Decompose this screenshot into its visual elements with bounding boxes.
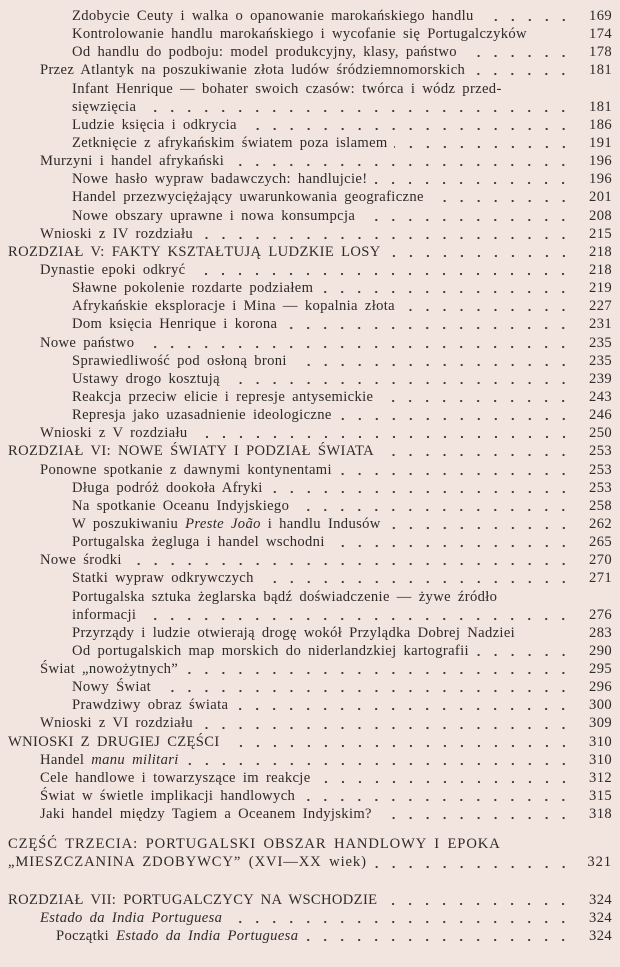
title-part: Wnioski z IV rozdziału [40, 225, 194, 242]
table-of-contents [0, 7, 620, 945]
entry-title [72, 678, 151, 696]
page-number: 174 [589, 26, 612, 43]
title-part: Nowe państwo [40, 334, 135, 351]
dot-leader [228, 920, 572, 924]
dot-leader [226, 381, 572, 385]
title-part: Nowe obszary uprawne i nowa konsumpcja [72, 207, 356, 224]
toc-entry [0, 243, 620, 261]
entry-title [40, 805, 372, 823]
toc-entry [0, 551, 620, 569]
dot-leader [373, 865, 572, 869]
toc-entry [0, 315, 620, 333]
page-number: 309 [589, 715, 612, 732]
page-number: 235 [589, 352, 612, 369]
page-number: 169 [589, 8, 612, 24]
entry-title [72, 116, 237, 134]
entry-title [72, 207, 355, 225]
toc-entry-continuation [0, 606, 620, 624]
entry-title [72, 170, 367, 188]
page-number: 324 [589, 927, 612, 944]
title-part: sięwzięcia [72, 98, 137, 115]
entry-title [72, 80, 502, 98]
dot-leader [304, 938, 572, 942]
toc-entry [0, 352, 620, 370]
page-number: 208 [589, 207, 612, 224]
title-part: Początki [56, 927, 117, 944]
entry-title [72, 497, 289, 515]
title-part: Ustawy drogo kosztują [72, 370, 220, 387]
entry-title [72, 315, 277, 333]
entry-title [72, 188, 424, 206]
toc-entry [0, 424, 620, 442]
toc-entry [0, 751, 620, 769]
dot-leader [234, 707, 572, 711]
dot-leader [387, 254, 572, 258]
toc-entry [0, 624, 620, 642]
title-part: i handlu Indusów [260, 515, 381, 532]
toc-entry [0, 207, 620, 225]
toc-entry-continuation [0, 98, 620, 116]
title-part: Świat w świetle implikacji handlowych [40, 788, 296, 805]
toc-entry [0, 479, 620, 497]
page-number: 243 [589, 388, 612, 405]
title-part: Reakcja przeciw elicie i represje antysemickie [72, 388, 374, 405]
toc-entry [0, 152, 620, 170]
entry-title [40, 660, 178, 678]
entry-title [72, 370, 220, 388]
toc-entry [0, 569, 620, 587]
entry-title [40, 751, 179, 769]
title-part: Nowy Świat [72, 679, 152, 696]
toc-entry [0, 835, 620, 853]
dot-leader [157, 689, 572, 693]
title-part: Dynastie epoki odkryć [40, 261, 186, 278]
entry-title [72, 606, 136, 624]
page-number: 250 [589, 425, 612, 442]
entry-title [40, 714, 193, 732]
dot-leader [142, 617, 572, 621]
title-part: Sławne pokolenie rozdarte podziałem [72, 280, 314, 297]
title-part: Portugalska sztuka żeglarska bądź doświadczenie — żywe źródło [72, 588, 498, 605]
toc-entry [0, 80, 620, 98]
toc-entry [0, 134, 620, 152]
toc-entry [0, 188, 620, 206]
dot-leader [199, 726, 572, 730]
title-part: Jaki handel między Tagiem a Oceanem Indyjskim? [40, 806, 372, 823]
page-number: 321 [587, 854, 612, 871]
page-number: 227 [589, 298, 612, 315]
dot-leader [191, 272, 572, 276]
title-part: Cele handlowe i towarzyszące im reakcje [40, 769, 311, 786]
entry-title [8, 835, 501, 853]
dot-leader [338, 417, 572, 421]
dot-leader [226, 744, 572, 748]
title-part: CZĘŚĆ TRZECIA: PORTUGALSKI OBSZAR HANDLOWY I EPOKA [8, 836, 501, 853]
title-part: Nowe hasło wypraw badawczych: handlujcie! [72, 171, 368, 188]
title-part: Przyrządy i ludzie otwierają drogę wokół Przylądka Dobrej Nadziei [72, 624, 516, 641]
dot-leader [373, 181, 572, 185]
toc-entry [0, 805, 620, 823]
toc-entry [0, 733, 620, 751]
dot-leader [319, 290, 572, 294]
page-number: 324 [589, 909, 612, 926]
toc-entry [0, 696, 620, 714]
dot-leader [331, 544, 572, 548]
entry-title [40, 551, 122, 569]
page-number: 191 [589, 134, 612, 151]
page-number: 283 [589, 624, 612, 641]
dot-leader [184, 671, 572, 675]
toc-entry [0, 769, 620, 787]
entry-title [72, 479, 263, 497]
dot-leader [317, 780, 572, 784]
page-number: 253 [589, 479, 612, 496]
page-number: 312 [589, 769, 612, 786]
entry-title [8, 733, 220, 751]
entry-title [8, 243, 381, 261]
title-part: Infant Henrique — bohater swoich czasów: twórca i wódz przed- [72, 80, 502, 97]
page-number: 196 [589, 153, 612, 170]
title-part: Afrykańskie eksploracje i Mina — kopalnia złota [72, 298, 395, 315]
toc-entry [0, 225, 620, 243]
dot-leader [301, 798, 572, 802]
entry-title [72, 533, 325, 551]
toc-entry [0, 588, 620, 606]
toc-entry [0, 61, 620, 79]
toc-entry [0, 370, 620, 388]
page-number: 239 [589, 370, 612, 387]
title-part: „MIESZCZANINA ZDOBYWCY” (XVI—XX wiek) [8, 854, 367, 871]
entry-title [72, 134, 388, 152]
title-part: Portugalska żegluga i handel wschodni [72, 534, 325, 551]
page-number: 186 [589, 116, 612, 133]
dot-leader [463, 54, 572, 58]
toc-entry [0, 909, 620, 927]
page-number: 253 [589, 461, 612, 478]
title-part: Długa podróż dookoła Afryki [72, 479, 263, 496]
title-part: Statki wypraw odkrywczych [72, 570, 254, 587]
page-number: 271 [589, 570, 612, 587]
dot-leader [293, 363, 572, 367]
toc-entry [0, 279, 620, 297]
toc-entry [0, 25, 620, 43]
italic-title-part: Preste João [185, 515, 261, 532]
dot-leader [430, 199, 572, 203]
title-part: Handel przezwyciężający uwarunkowania geograficzne [72, 189, 424, 206]
entry-title [72, 406, 332, 424]
page-number: 181 [589, 62, 612, 79]
dot-leader [194, 435, 572, 439]
page-number: 181 [589, 98, 612, 115]
title-part: Prawdziwy obraz świata [72, 697, 229, 714]
italic-title-part: Estado da India Portuguesa [116, 927, 299, 944]
title-part: Murzyni i handel afrykański [40, 153, 225, 170]
dot-leader [128, 562, 572, 566]
entry-title [40, 787, 295, 805]
entry-title [72, 388, 373, 406]
title-part: Na spotkanie Oceanu Indyjskiego [72, 497, 290, 514]
page-number: 235 [589, 334, 612, 351]
toc-entry [0, 714, 620, 732]
page-number: 246 [589, 407, 612, 424]
entry-title [40, 461, 332, 479]
title-part: Ludzie księcia i odkrycia [72, 116, 237, 133]
dot-leader [380, 453, 572, 457]
title-part: Represja jako uzasadnienie ideologiczne [72, 407, 332, 424]
page-number: 196 [589, 171, 612, 188]
toc-entry [0, 261, 620, 279]
page-number: 315 [589, 788, 612, 805]
page-number: 218 [589, 243, 612, 260]
page-number: 178 [589, 44, 612, 61]
entry-title [40, 152, 224, 170]
page-number: 310 [589, 751, 612, 768]
toc-entry [0, 533, 620, 551]
entry-title [72, 43, 457, 61]
entry-title [72, 642, 469, 660]
entry-title [40, 769, 311, 787]
dot-leader [394, 145, 572, 149]
entry-title [40, 261, 185, 279]
toc-entry-continuation [0, 853, 620, 871]
dot-leader [260, 580, 572, 584]
title-part: Zetknięcie z afrykańskim światem poza islamem [72, 134, 388, 151]
toc-entry [0, 170, 620, 188]
entry-title [72, 696, 228, 714]
title-part: Przez Atlantyk na poszukiwanie złota ludów śródziemnomorskich [40, 62, 466, 79]
entry-title [72, 624, 515, 642]
page-number: 219 [589, 280, 612, 297]
toc-entry [0, 7, 620, 25]
title-part: Nowe środki [40, 552, 122, 569]
entry-title [72, 98, 136, 116]
toc-entry [0, 787, 620, 805]
italic-title-part: manu militari [91, 751, 179, 768]
dot-leader [269, 490, 572, 494]
toc-entry [0, 116, 620, 134]
toc-entry [0, 642, 620, 660]
entry-title [72, 297, 395, 315]
title-part: Zdobycie Ceuty i walka o opanowanie marokańskiego handlu [72, 8, 474, 24]
page-number: 276 [589, 606, 612, 623]
dot-leader [185, 762, 572, 766]
toc-entry [0, 461, 620, 479]
dot-leader [480, 18, 572, 22]
toc-entry [0, 497, 620, 515]
title-part: informacji [72, 606, 137, 623]
title-part: Dom księcia Henrique i korona [72, 316, 278, 333]
toc-entry [0, 660, 620, 678]
page-number: 215 [589, 225, 612, 242]
dot-leader [230, 163, 572, 167]
entry-title [72, 569, 254, 587]
entry-title [72, 7, 474, 25]
entry-title [40, 334, 134, 352]
toc-entry [0, 388, 620, 406]
toc-entry [0, 297, 620, 315]
dot-leader [401, 308, 572, 312]
title-part: Od portugalskich map morskich do niderlandzkiej kartografii [72, 642, 469, 659]
page-number: 231 [589, 316, 612, 333]
title-part: Wnioski z V rozdziału [40, 425, 188, 442]
entry-title [72, 515, 381, 533]
dot-leader [475, 653, 572, 657]
title-part: ROZDZIAŁ VI: NOWE ŚWIATY I PODZIAŁ ŚWIATA [8, 443, 374, 460]
toc-entry [0, 678, 620, 696]
page-number: 296 [589, 679, 612, 696]
dot-leader [379, 399, 572, 403]
entry-title [40, 225, 193, 243]
entry-title [72, 352, 287, 370]
entry-title [72, 279, 313, 297]
toc-entry [0, 891, 620, 909]
title-part: ROZDZIAŁ VII: PORTUGALCZYCY NA WSCHODZIE [8, 891, 378, 908]
dot-leader [471, 72, 572, 76]
title-part: W poszukiwaniu [72, 515, 186, 532]
toc-entry [0, 927, 620, 945]
page-number: 201 [589, 189, 612, 206]
title-part: WNIOSKI Z DRUGIEJ CZĘŚCI [8, 733, 220, 750]
dot-leader [387, 526, 572, 530]
dot-leader [199, 236, 572, 240]
page-number: 253 [589, 443, 612, 460]
title-part: Od handlu do podboju: model produkcyjny, klasy, państwo [72, 44, 457, 61]
entry-title [72, 25, 527, 43]
toc-entry [0, 334, 620, 352]
toc-entry [0, 406, 620, 424]
toc-entry [0, 515, 620, 533]
dot-leader [338, 472, 572, 476]
toc-entry [0, 43, 620, 61]
entry-title [8, 891, 377, 909]
page-number: 310 [589, 733, 612, 750]
page-number: 290 [589, 642, 612, 659]
dot-leader [140, 345, 572, 349]
page-number: 300 [589, 697, 612, 714]
page-number: 318 [589, 806, 612, 823]
dot-leader [283, 326, 572, 330]
dot-leader [142, 109, 572, 113]
page-number: 258 [589, 497, 612, 514]
entry-title [40, 61, 465, 79]
title-part: Kontrolowanie handlu marokańskiego i wycofanie się Portugalczyków [72, 26, 527, 43]
entry-title [56, 927, 298, 945]
toc-entry [0, 442, 620, 460]
entry-title [72, 588, 497, 606]
page-number: 324 [589, 891, 612, 908]
page-number: 265 [589, 534, 612, 551]
dot-leader [295, 508, 572, 512]
title-part: Ponowne spotkanie z dawnymi kontynentami [40, 461, 332, 478]
dot-leader [243, 127, 572, 131]
entry-title [40, 909, 222, 927]
italic-title-part: Estado da India Portuguesa [40, 909, 223, 926]
title-part: Świat „nowożytnych” [40, 661, 179, 678]
dot-leader [378, 816, 572, 820]
dot-leader [361, 218, 572, 222]
title-part: Wnioski z VI rozdziału [40, 715, 194, 732]
page-number: 262 [589, 515, 612, 532]
page-number: 295 [589, 661, 612, 678]
entry-title [8, 853, 367, 871]
page-number: 270 [589, 552, 612, 569]
title-part: ROZDZIAŁ V: FAKTY KSZTAŁTUJĄ LUDZKIE LOSY [8, 243, 381, 260]
title-part: Handel [40, 751, 92, 768]
page-number: 218 [589, 261, 612, 278]
entry-title [8, 442, 374, 460]
dot-leader [383, 902, 572, 906]
entry-title [40, 424, 188, 442]
title-part: Sprawiedliwość pod osłoną broni [72, 352, 287, 369]
